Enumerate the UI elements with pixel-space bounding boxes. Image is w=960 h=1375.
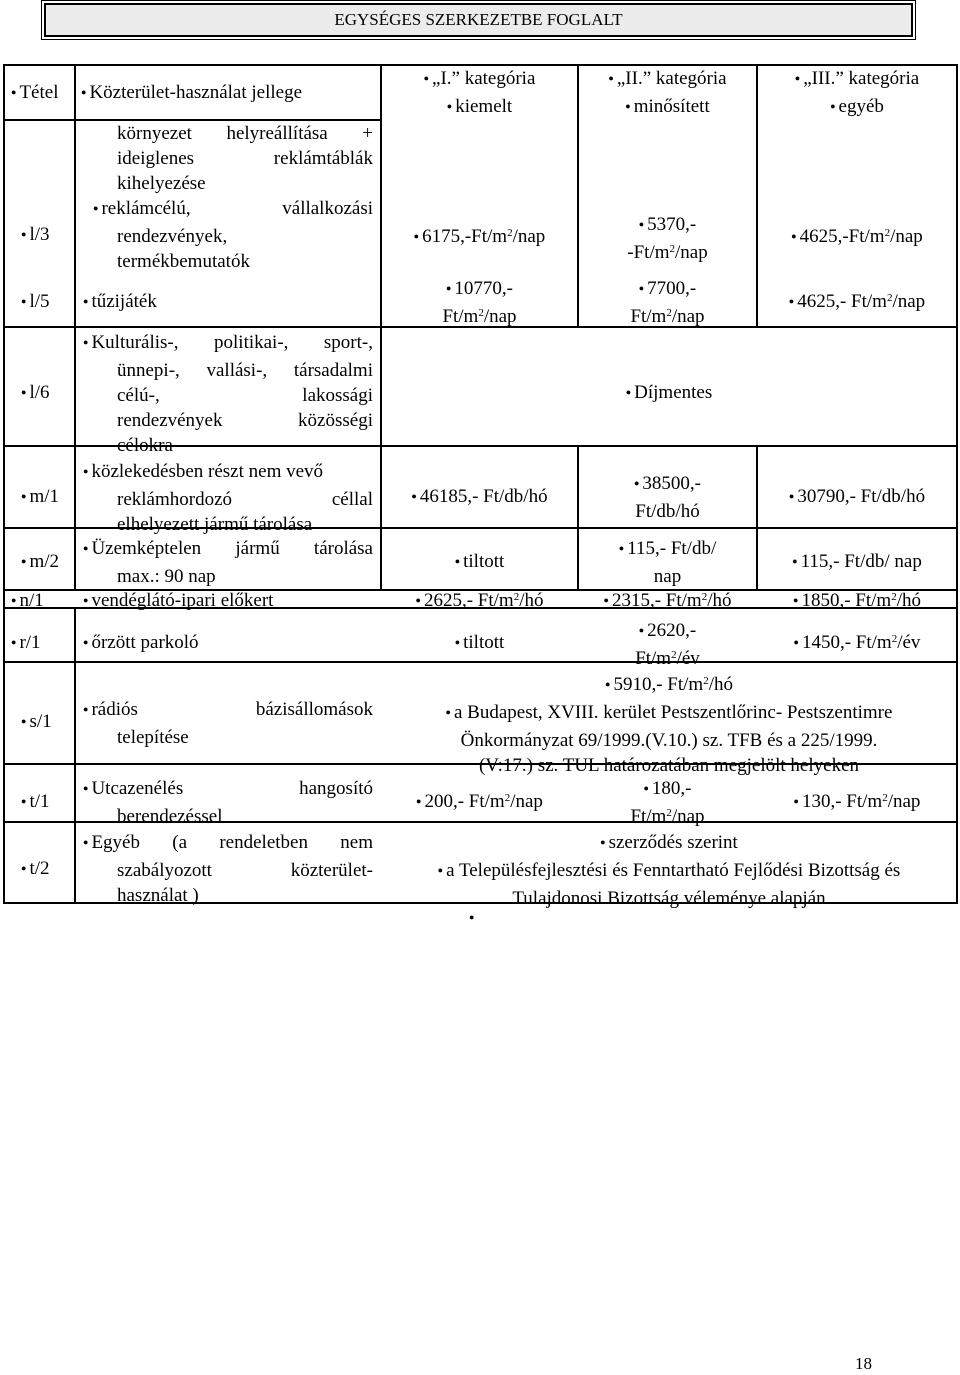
row-id-l3: ● l/3 [21, 222, 50, 250]
row-r1-cat2: ● 2620,- $Ft/m^2/év$ [578, 618, 757, 671]
row-r1-cat1: ● tiltott [381, 630, 578, 658]
header-category-2: ● „II.” kategória ● minősített [578, 66, 757, 122]
row-desc-t2: ● Egyéb (a rendeletben nem szabályozott közterület- használat ) [83, 830, 373, 908]
row-r1-cat3: ● 1450,- $Ft/m^2/év$ [757, 630, 957, 658]
row-id-l6: ● l/6 [21, 380, 50, 408]
row-t2-all-categories: ● szerződés szerint ● a Településfejlesztési és Fenntartható Fejlődési Bizottság és Tulajdonosi Bizottság véleménye alapján [381, 830, 957, 911]
row-id-m1: ● m/1 [21, 484, 59, 512]
row-m1-cat3: ● 30790,- Ft/db/hó [757, 484, 957, 512]
row-desc-l3: környezet helyreállítása + ideiglenes reklámtáblák kihelyezése ● reklámcélú, vállalkozási rendezvények, termékbemutatók [93, 121, 373, 274]
document-title: EGYSÉGES SZERKEZETBE FOGLALT [44, 3, 913, 37]
row-m2-cat3: ● 115,- Ft/db/ nap [757, 549, 957, 577]
row-m2-cat2: ● 115,- Ft/db/ nap [578, 536, 757, 589]
row-m2-cat1: ● tiltott [381, 549, 578, 577]
page-number: 18 [855, 1354, 872, 1373]
header-tetel: ● Tétel [11, 80, 75, 108]
row-n1-cat1: ● 2625,- $Ft/m^2/hó$ [381, 588, 578, 616]
header-category-3: ● „III.” kategória ● egyéb [757, 66, 957, 122]
row-id-t2: ● t/2 [21, 856, 50, 884]
row-desc-s1: ● rádiós bázisállomások telepítése [83, 697, 373, 750]
header-category-1: ● „I.” kategória ● kiemelt [381, 66, 578, 122]
row-t1-cat1: ● 200,- $Ft/m^2$/nap [381, 789, 578, 817]
row-s1-all-categories: ● 5910,- $Ft/m^2/hó$ ● a Budapest, XVIII. kerület Pestszentlőrinc- Pestszentimre Önkormányzat 69/1999.(V.10.) sz. TFB és a 225/1999. (V:17.) sz. TUL határozatában megjelölt helyeken [381, 672, 957, 778]
row-l5-cat2: ● 7700,- $Ft/m^2$/nap [578, 276, 757, 329]
row-id-s1: ● s/1 [21, 709, 52, 737]
row-desc-l5: ● tűzijáték [83, 289, 157, 317]
row-n1-cat2: ● 2315,- $Ft/m^2/hó$ [578, 588, 757, 616]
row-l5-cat1: ● 10770,- $Ft/m^2$/nap [381, 276, 578, 329]
row-id-n1: ● n/1 [11, 588, 44, 616]
row-l5-cat3: ● 4625,- $Ft/m^2$/nap [757, 289, 957, 317]
row-t1-cat2: ● 180,- $Ft/m^2$/nap [578, 776, 757, 829]
row-id-m2: ● m/2 [21, 549, 59, 577]
row-desc-m2: ● Üzemképtelen jármű tárolása max.: 90 nap [83, 536, 373, 589]
row-id-r1: ● r/1 [11, 630, 41, 658]
row-n1-cat3: ● 1850,- $Ft/m^2/hó$ [757, 588, 957, 616]
row-id-l5: ● l/5 [21, 289, 50, 317]
stray-bullet: ● [469, 912, 475, 922]
row-m1-cat1: ● 46185,- Ft/db/hó [381, 484, 578, 512]
row-l3-cat3: ● $4625,-Ft/m^2$/nap [757, 224, 957, 252]
fee-table [3, 64, 958, 909]
row-desc-t1: ● Utcazenélés hangosító berendezéssel [83, 776, 373, 829]
row-m1-cat2: ● 38500,- Ft/db/hó [578, 471, 757, 524]
row-id-t1: ● t/1 [21, 789, 50, 817]
row-l6-all-categories: ● Díjmentes [381, 380, 957, 408]
header-jelleg: ● Közterület-használat jellege [81, 80, 379, 108]
row-t1-cat3: ● 130,- $Ft/m^2$/nap [757, 789, 957, 817]
row-desc-r1: ● őrzött parkoló [83, 630, 199, 658]
row-desc-l6: ● Kulturális-, politikai-, sport-, ünnepi-, vallási-, társadalmi célú-, lakossági rendezvények közösségi célokra [83, 330, 373, 458]
row-desc-n1: ● vendéglátó-ipari előkert [83, 588, 273, 616]
row-l3-cat1: ● $6175,-Ft/m^2$/nap [381, 224, 578, 252]
row-l3-cat2: ● 5370,- $-Ft/m^2$/nap [578, 212, 757, 265]
row-desc-m1: ● közlekedésben részt nem vevő reklámhordozó céllal elhelyezett jármű tárolása [83, 459, 373, 537]
